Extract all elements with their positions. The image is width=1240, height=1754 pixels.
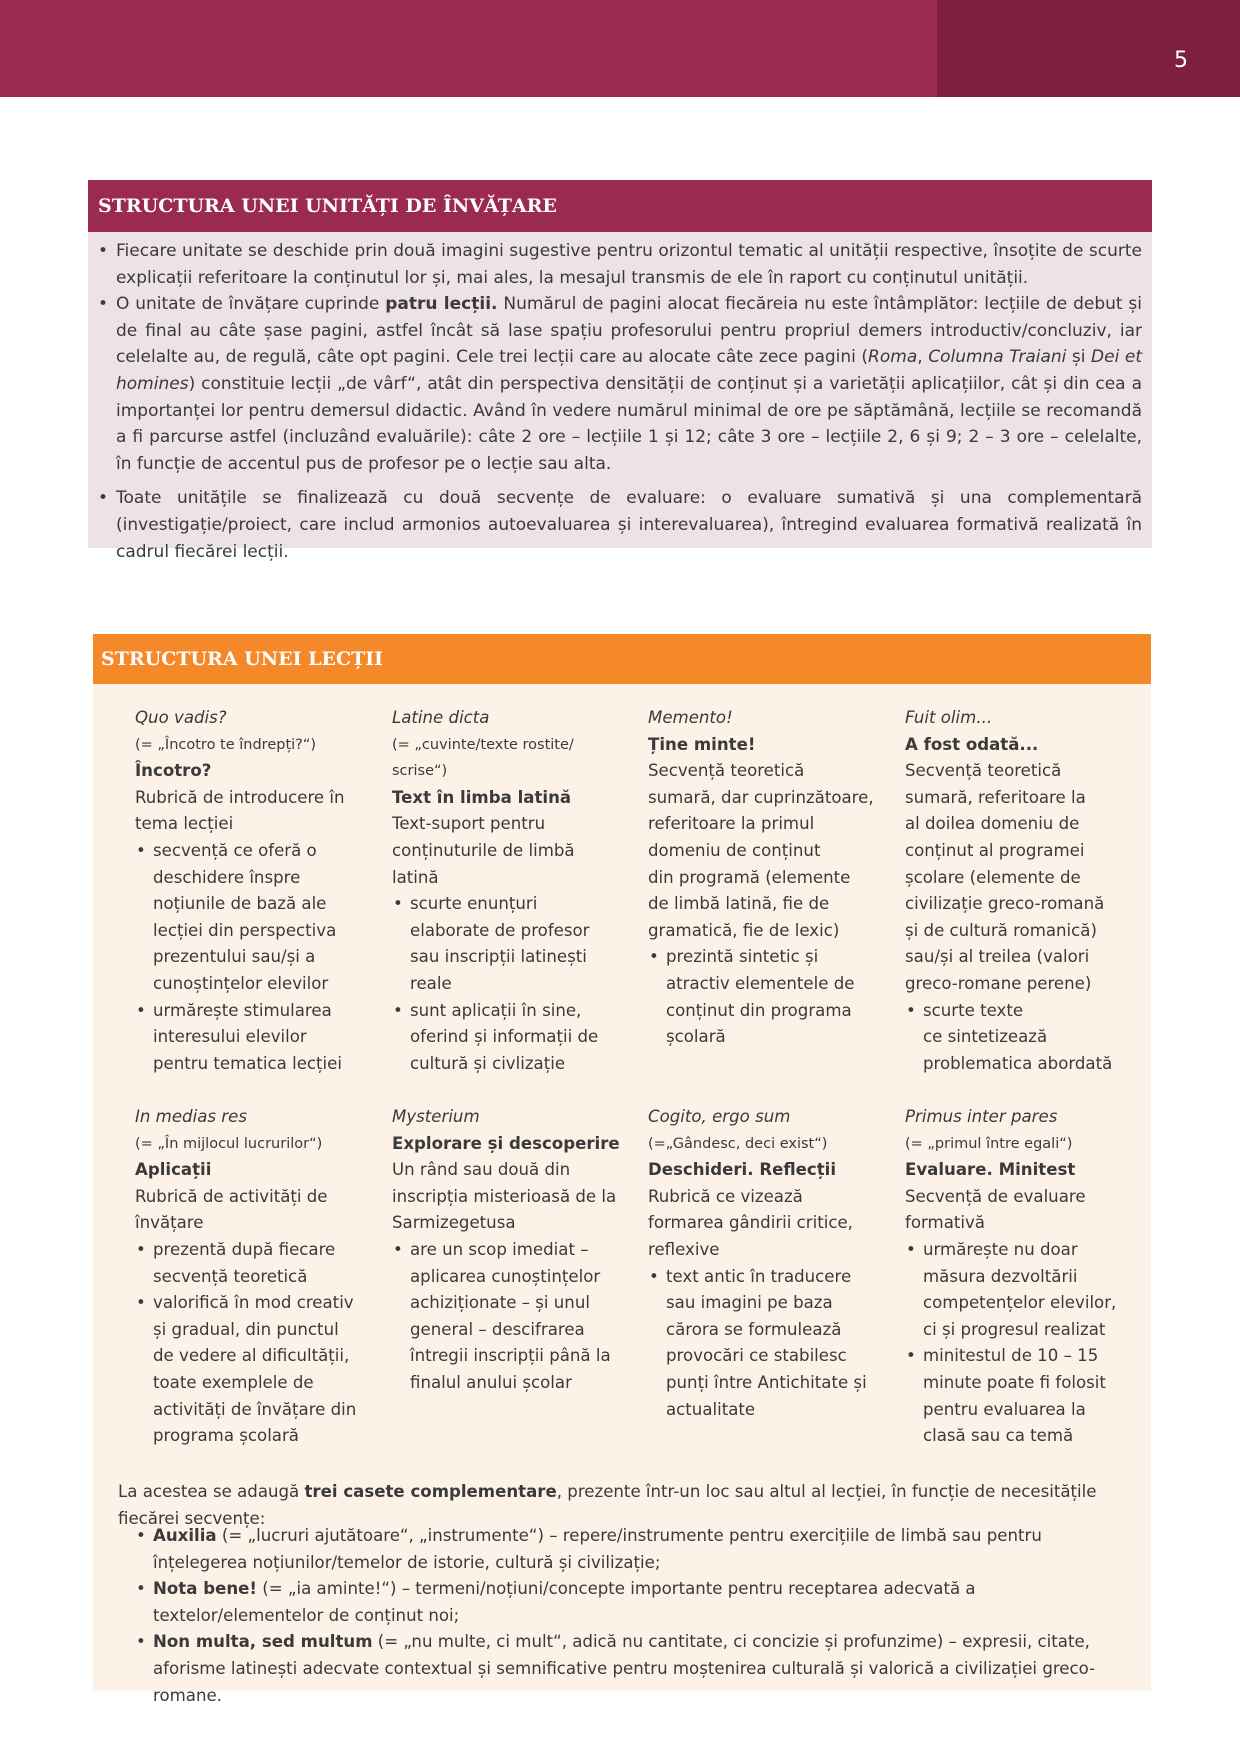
complementary-item-auxilia — [153, 1523, 1138, 1576]
complementary-boxes — [93, 1459, 1151, 1705]
unit-bullet-2-text-c: ) constituie lecții „de vârf“, atât din perspectiva densității de conținut și a varietății aplicațiilor, cât și din cea a importanței lor pentru demersul didactic. Având în vedere numărul minimal de ore pe săptămână, lecțiile se recomandă a fi parcurse astfel (incluzând evaluările): câte 2 ore – lecțiile 1 și 12; câte 3 ore – lecțiile 2, 6 și 9; 2 – 3 ore – celelalte, în funcție de accentul pus de profesor pe o lecție sau alta. — [116, 373, 1142, 474]
rubric-romanian-title: Explorare și descoperire — [392, 1133, 620, 1153]
rubric-point-text: urmărește nu doar măsura dezvoltării competențelor elevilor, ci și progresul realizat — [923, 1239, 1117, 1339]
complementary-item-text: (= „nu multe, ci mult“, adică nu cantitate, ci concizie și profunzime) – expresii, citate, aforisme latinești adecvate contextual și semnificative pentru moștenirea culturală și valorică a civilizației greco-romane. — [153, 1632, 1096, 1705]
rubric-romanian-title: Text în limba latină — [392, 787, 572, 807]
unit-structure-heading: STRUCTURA UNEI UNITĂȚI DE ÎNVĂȚARE — [88, 180, 1152, 232]
rubric-latin-title: Quo vadis? — [135, 708, 227, 727]
rubric-point-text: prezintă sintetic și atractiv elementele de conținut din programa școlară — [666, 947, 855, 1047]
rubric-point — [153, 838, 375, 998]
unit-bullet-2-italic-3: Dei et homines — [116, 347, 1142, 394]
rubric-romanian-title: Încotro? — [135, 761, 212, 781]
rubric-translation: (=„Gândesc, deci exist“) — [648, 1135, 828, 1152]
rubric-latin-title: Latine dicta — [392, 708, 490, 727]
complementary-intro-a: La acestea se adaugă — [118, 1482, 305, 1501]
rubric-description: Rubrică de activități de învățare — [135, 1186, 328, 1233]
rubric-latin-title: Fuit olim... — [905, 708, 993, 727]
rubric-point — [153, 998, 375, 1078]
page-number: 5 — [1174, 48, 1188, 73]
unit-bullet-2-sep-1: , — [917, 347, 929, 368]
unit-bullet-2-text-a: O unitate de învățare cuprinde — [116, 294, 386, 315]
rubric-translation: (= „În mijlocul lucrurilor“) — [135, 1135, 323, 1152]
rubric-romanian-title: Evaluare. Minitest — [905, 1160, 1076, 1180]
rubric-point-text: urmărește stimularea interesului elevilor pentru tematica lecției — [153, 1000, 342, 1073]
unit-bullet-2-sep-2: și — [1066, 347, 1092, 368]
rubric-point-text: text antic în traducere sau imagini pe baza cărora se formulează provocări ce stabilesc punți între Antichitate și actualitate — [666, 1266, 867, 1419]
lesson-rubric — [905, 705, 1145, 1077]
rubric-points — [905, 1237, 1145, 1450]
rubric-latin-title: Mysterium — [392, 1107, 480, 1126]
rubric-point-text: scurte enunțuri elaborate de profesor sau inscripții latinești reale — [410, 894, 590, 993]
rubric-translation: (= „Încotro te îndrepți?“) — [135, 736, 317, 753]
rubric-points — [392, 891, 632, 1077]
rubric-latin-title: Primus inter pares — [905, 1107, 1058, 1126]
unit-bullet-2-italic-1: Roma — [868, 347, 918, 368]
rubric-point-text: valorifică în mod creativ și gradual, din punctul de vedere al dificultății, toate exemplele de activități de învățare din programa școlară — [153, 1293, 357, 1446]
unit-structure-box — [88, 180, 1152, 562]
complementary-item-text: (= „lucruri ajutătoare“, „instrumente“) – repere/instrumente pentru exercițiile de limbă sau pentru înțelegerea noțiunilor/temelor de istorie, cultură și civilizație; — [153, 1526, 1042, 1572]
rubric-point — [923, 1237, 1145, 1343]
complementary-item-text: (= „ia aminte!“) – termeni/noțiuni/concepte importante pentru receptarea adecvată a textelor/elementelor de conținut noi; — [153, 1579, 976, 1625]
unit-bullet-2-italic-2: Columna Traiani — [928, 347, 1067, 368]
complementary-item-name: Non multa, sed multum — [153, 1632, 373, 1652]
complementary-intro-bold: trei casete complementare — [304, 1482, 557, 1501]
rubric-latin-title: Cogito, ergo sum — [648, 1107, 791, 1126]
lesson-rubric — [135, 1104, 375, 1450]
header-tab — [937, 0, 1240, 97]
rubric-description: Text-suport pentru conținuturile de limbă latină — [392, 814, 575, 887]
unit-bullet-2 — [116, 291, 1142, 477]
rubric-point — [153, 1290, 375, 1450]
complementary-item-nota-bene — [153, 1576, 1138, 1629]
rubric-point — [153, 1237, 375, 1290]
rubric-points — [135, 1237, 375, 1450]
rubric-point — [410, 1237, 632, 1397]
rubric-romanian-title: Aplicații — [135, 1160, 212, 1180]
rubric-points — [392, 1237, 632, 1397]
complementary-intro-b: , prezente într-un loc sau altul al lecției, în funcție de necesitățile fiecărei secvențe: — [118, 1482, 1097, 1528]
rubric-latin-title: In medias res — [135, 1107, 247, 1126]
complementary-item-non-multa — [153, 1629, 1138, 1709]
lesson-rubric — [648, 1104, 888, 1423]
rubric-points — [135, 838, 375, 1077]
rubric-point-text: secvență ce oferă o deschidere înspre noțiunile de bază ale lecției din perspectiva prezentului sau/și a cunoștințelor elevilor — [153, 840, 337, 993]
rubric-point — [410, 998, 632, 1078]
unit-bullet-3: • Toate unitățile se finalizează cu două secvențe de evaluare: o evaluare sumativă și una complementară (investigație/proiect, care includ armonios autoevaluarea și interevaluarea), întregind evaluarea formativă realizată în cadrul fiecărei lecții. — [116, 485, 1142, 565]
lesson-rubric — [392, 705, 632, 1077]
lesson-rubric — [648, 705, 888, 1051]
complementary-list — [153, 1523, 1138, 1709]
rubric-point-text: sunt aplicații în sine, oferind și informații de cultură și civlizație — [410, 1000, 599, 1073]
rubric-romanian-title: Ține minte! — [648, 734, 756, 754]
rubric-description: Rubrică ce vizează formarea gândirii critice, reflexive — [648, 1186, 853, 1259]
rubric-point — [923, 1343, 1145, 1449]
header-band — [0, 0, 1240, 97]
rubric-romanian-title: Deschideri. Reflecții — [648, 1160, 837, 1180]
rubric-latin-title: Memento! — [648, 708, 733, 727]
rubric-description: Secvență teoretică sumară, referitoare la al doilea domeniu de conținut al programei școlare (elemente de civilizație greco-romană și de cultură romanică) sau/și al treilea (valori greco-romane perene) — [905, 761, 1105, 993]
rubric-point-text: are un scop imediat – aplicarea cunoștințelor achiziționate – și unul general – descifrarea întregii inscripții până la finalul anului școlar — [410, 1239, 611, 1392]
unit-bullet-2-text-b: Numărul de pagini alocat fiecăreia nu este întâmplător: lecțiile de debut și de final au câte șase pagini, astfel încât să lase spațiu profesorului pentru propriul demers introductiv/concluziv, iar celelalte au, de regulă, câte opt pagini. Cele trei lecții care au alocate câte zece pagini ( — [116, 294, 1142, 368]
rubric-point-text: scurte texte ce sintetizează problematica abordată — [923, 1000, 1113, 1073]
rubric-point-text: minitestul de 10 – 15 minute poate fi folosit pentru evaluarea la clasă sau ca temă — [923, 1346, 1106, 1446]
rubric-point-text: prezentă după fiecare secvență teoretică — [153, 1239, 336, 1286]
complementary-item-name: Auxilia — [153, 1526, 217, 1545]
rubric-description: Secvență de evaluare formativă — [905, 1186, 1086, 1233]
complementary-item-name: Nota bene! — [153, 1579, 257, 1599]
unit-bullet-2-bold: patru lecții. — [385, 294, 498, 315]
unit-structure-list — [88, 232, 1152, 565]
rubric-translation: (= „primul între egali“) — [905, 1135, 1073, 1152]
lesson-rubric — [135, 705, 375, 1077]
rubric-point — [923, 998, 1145, 1078]
rubric-romanian-title: A fost odată... — [905, 734, 1039, 754]
lesson-structure-heading: STRUCTURA UNEI LECȚII — [93, 634, 1151, 684]
rubric-points — [905, 998, 1145, 1078]
rubric-points — [648, 944, 888, 1050]
rubric-description: Rubrică de introducere în tema lecției — [135, 787, 345, 834]
rubric-point — [666, 1264, 888, 1424]
rubric-translation: (= „cuvinte/texte rostite/ scrise“) — [392, 736, 574, 780]
unit-bullet-1: • Fiecare unitate se deschide prin două imagini sugestive pentru orizontul tematic al unității respective, însoțite de scurte explicații referitoare la conținutul lor și, mai ales, la mesajul transmis de ele în raport cu conținutul unității. — [116, 238, 1142, 291]
rubric-point — [410, 891, 632, 997]
rubric-points — [648, 1264, 888, 1424]
lesson-rubric — [905, 1104, 1145, 1450]
rubric-description: Secvență teoretică sumară, dar cuprinzătoare, referitoare la primul domeniu de conținut din programă (elemente de limbă latină, fie de gramatică, fie de lexic) — [648, 761, 874, 940]
rubric-point — [666, 944, 888, 1050]
rubric-description: Un rând sau două din inscripția misterioasă de la Sarmizegetusa — [392, 1160, 617, 1233]
lesson-rubric — [392, 1104, 632, 1397]
